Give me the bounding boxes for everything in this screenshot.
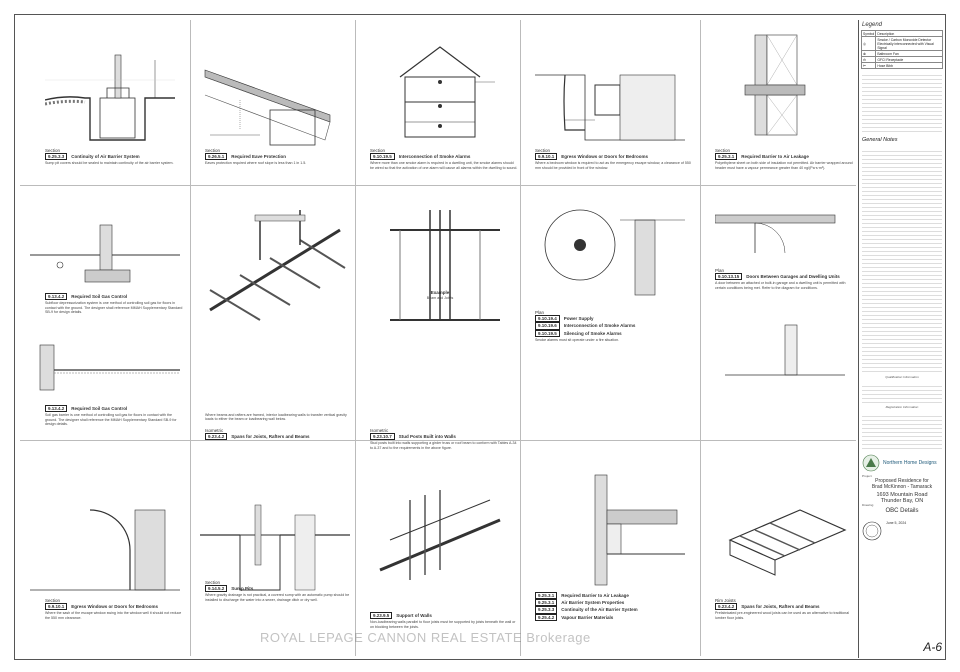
project-address-1: 1693 Mountain Road	[876, 492, 928, 499]
registration-title: Registration Information	[885, 404, 919, 409]
smoke-alarm-house-section	[370, 42, 510, 147]
caption-egress-window-2: Section 9.9.10.1 Egress Windows or Doors for Bedrooms Where the sash of the escape window swing into the window well it should not reduce the 550 mm clearance.	[45, 598, 182, 620]
general-notes-title: General Notes	[862, 137, 898, 143]
caption-joists-2: Where beams and rafters are framed, interior loadbearing walls to transfer vertical gravity loads to either the beam or loadbearing wall below.	[205, 413, 347, 422]
sump-pit-drawing	[45, 40, 175, 145]
egress-window-section	[30, 500, 180, 595]
caption-joists-1: Isometric 9.23.4.2 Spans for Joists, Rafters and Beams	[205, 428, 310, 440]
drawing-name: OBC Details	[885, 508, 919, 515]
stud-post-isometric	[370, 200, 510, 330]
caption-egress-window-1: Section 9.9.10.1 Egress Windows or Doors for Bedrooms Where a bedroom window is required to act as the emergency escape window, a clearance of 550 mm should be provided in front of the window.	[535, 148, 691, 170]
caption-garage-door: Plan 9.10.13.15 Doors Between Garages and Dwelling Units A door between an attached or built-in garage and a dwelling unit is permitted with certain conditions being met. Refer to the diagram for conditions.	[715, 268, 846, 290]
caption-support-walls: 9.23.9.5 Support of Walls Non-loadbearing walls parallel to floor joists must be supported by joists beneath the wall or on blocking between the joists.	[370, 613, 516, 629]
soil-gas-barrier-detail	[30, 335, 180, 395]
title-block-panel: Legend Symbol Description ◎ Smoke / Carbon Monoxide Detector Electrically interconnected with Visual Signal ⊗ Bathroom Fan ⊖ GFCI Receptacle ⊢ Hose Bibb General Notes Qualification Information Registration Information Northern Home Designs Project Proposed Residence for Brad McKinnon - Tamarack 1693 Mountain Road Thunder Bay, ON Drawing OBC Details June 5, 2024	[858, 20, 945, 658]
rim-joist-isometric	[720, 480, 850, 590]
caption-soil-gas-2: 9.13.4.2 Required Soil Gas Control Soil gas barrier is one method of controlling soil gas for floors in contact with the ground. The designer shall reference the MMAH Supplementary Standard SB-9 for design details.	[45, 406, 177, 426]
soil-gas-footing-detail	[30, 220, 180, 290]
egress-window-well	[535, 50, 685, 145]
legend-table: Symbol Description ◎ Smoke / Carbon Monoxide Detector Electrically interconnected with Visual Signal ⊗ Bathroom Fan ⊖ GFCI Receptacle ⊢ Hose Bibb	[861, 30, 943, 69]
caption-sump-pit-cover: Section 9.25.3.3 Continuity of Air Barrier System Sump pit covers should be sealed to maintain continuity of the air barrier system.	[45, 148, 174, 166]
qualification-title: Qualification Information	[885, 375, 919, 379]
legend-title: Legend	[862, 22, 883, 28]
caption-eave-protection: Section 9.26.5.1 Required Eave Protection Eaves protection required where roof slope is less than 1 in 1.5.	[205, 148, 307, 166]
caption-soil-gas-1: 9.13.4.2 Required Soil Gas Control Subfloor depressurization system is one method of controlling soil gas for floors in contact with the ground. The designer shall reference MMAH Supplementary Standard SB-9 for design details.	[45, 294, 183, 314]
garage-door-plan	[715, 205, 850, 265]
legend-fine-print	[862, 72, 942, 132]
smoke-alarm-plan	[535, 200, 695, 300]
project-address-2: Thunder Bay, ON	[880, 498, 924, 505]
caption-stud-posts: Isometric 9.23.10.7 Stud Posts Built into Walls Stud posts built into walls supporting a girder truss or roof beam to conform with Tables A-34 to A-37 and to the requirements in the above figure.	[370, 428, 517, 450]
eave-protection-drawing	[200, 40, 340, 150]
sheet-number: A-6	[923, 640, 942, 654]
project-client: Brad McKinnon - Tamarack	[871, 484, 933, 491]
company-name: Northern Home Designs	[883, 459, 937, 466]
bcin-stamp-icon	[862, 521, 882, 541]
caption-air-barrier-group: 9.25.3.1 Required Barrier to Air Leakage 9.25.3.1 Air Barrier System Properties 9.25.3.3 Continuity of the Air Barrier System 9.25.4.2 Vapour Barrier Materials	[535, 592, 695, 621]
caption-sump-pits: Section 9.14.5.2 Sump Pits Where gravity drainage is not practical, a covered sump with an automatic pump should be installed to discharge the water into a sewer, drainage ditch or dry well.	[205, 580, 350, 602]
company-logo-icon	[862, 454, 880, 472]
support-of-walls-isometric	[370, 480, 510, 595]
project-title: Proposed Residence for	[875, 478, 929, 485]
door-between-garage-detail	[715, 320, 850, 380]
caption-air-leakage-1: Section 9.25.3.1 Required Barrier to Air Leakage Polyethylene sheet on both side of insulation not permitted. Air barrier wrapped around header must have a vapour permeance greater than 40 ng/(Pa·s·m²).	[715, 148, 853, 170]
brokerage-watermark: ROYAL LEPAGE CANNON REAL ESTATE Brokerage	[260, 630, 591, 645]
example-label: Example Beam and Joists	[426, 290, 454, 301]
air-leakage-wall-section	[715, 30, 850, 145]
caption-power-supply: Plan 9.10.19.4 Power Supply 9.10.19.6 Interconnection of Smoke Alarms 9.10.19.5 Silencing of Smoke Alarms Smoke alarms must sit operate under a fire situation.	[535, 310, 636, 342]
company-block	[859, 454, 945, 472]
caption-smoke-interconnect: Section 9.10.19.5 Interconnection of Smoke Alarms Where more than one smoke alarm is required in a dwelling unit, the smoke alarms should be wired so that the activation of one alarm will cause all alarms within the dwelling to sound.	[370, 148, 518, 170]
joist-beam-isometric	[200, 200, 350, 330]
sheet-date: June 5, 2024	[886, 521, 907, 526]
general-notes-body	[862, 148, 942, 373]
air-barrier-header-section	[535, 470, 695, 590]
caption-rim-joists: Rim Joists 9.23.4.2 Spans for Joists, Rafters and Beams Prefabricated pre-engineered wood joists can be used as an alternative to traditional lumber floor joists.	[715, 598, 850, 620]
